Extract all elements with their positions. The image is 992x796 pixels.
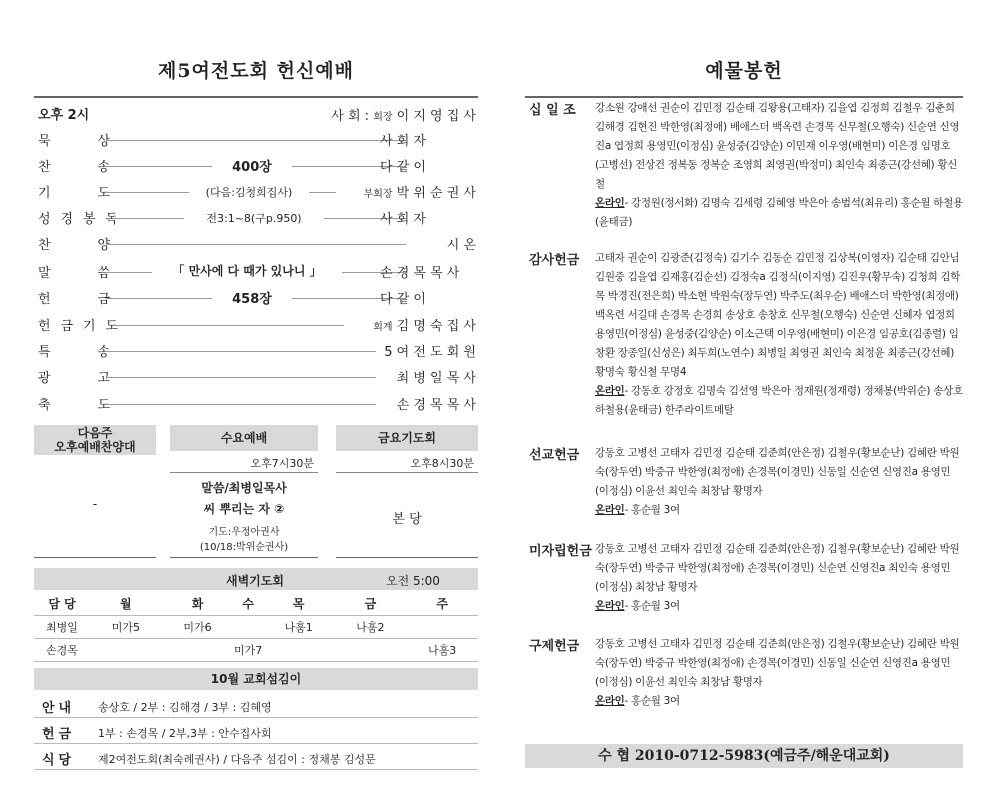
offering-names (595, 99, 963, 232)
presider-role: 회장 (373, 112, 393, 123)
offering-names (595, 249, 963, 420)
dawn-cell (233, 615, 262, 638)
offering-name-list: 강동호 고병선 고태자 김민정 김순태 김준희(안은정) 김철우(황보순난) 김혜란 박원숙(장두연) 박중규 박한영(최정애) 손경목(이경민) 신순연 신영진a 최인숙 용영민(이정심) 최창남 황명자 (595, 543, 960, 593)
dawn-leader: 손경목 (34, 638, 90, 661)
servers-row-kitchen (34, 744, 478, 770)
offering-name-list: 강소원 강애선 권순이 김민정 김순태 김왕용(고태자) 김을엽 김정희 김철우 김춘희 김해경 김현진 박한영(최정애) 배애스더 백옥련 손경목 신무철(오행숙) 신순연 신영진a 엽정희 용영민(이정심) 윤성중(김양순) 이민재 이우영(배현미) 이은경 임명호(고병선) 전상건 정복동 정복순 조영희 최영권(박정미) 최인숙 최종근(강선혜) 황신철 (595, 102, 960, 190)
bank-account-bar: 수 협 2010-0712-5983(예금주/해운대교회) (525, 744, 963, 768)
wednesday-time: 오후7시30분 (170, 455, 318, 473)
offering-name-list: 고태자 권순이 김광준(김정숙) 김기수 김동순 김민정 김상복(이영자) 김순태 김안님 김원중 김을엽 김재홍(김순선) 김정숙a 김정식(이지영) 김진우(황무숙) 김청희 김학목 박경진(전은희) 박소현 박원숙(장두연) 박주도(최우순) 배애스더 박한영(최정애) 백옥련 서길대 손경목 손경희 송상호 송창호 신무철(오행숙) 신순연 신혜자 엽정희 용영민(이정심) 윤성중(김양순) 이소근택 이우영(배현미) 이은경 임공호(김종렬) 임창환 장종일(신성은) 최두희(노연수) 최병일 최영권 최인숙 최정윤 최종근(강선혜) 황명숙 황신철 무명4 (595, 252, 961, 378)
order-row-offering (34, 286, 478, 308)
choir-title-line1: 다음주 (77, 426, 113, 440)
servers-row-usher (34, 692, 478, 718)
dawn-prayer-title: 새벽기도회 (226, 574, 284, 588)
dawn-header-leader: 담 당 (34, 592, 90, 615)
order-row-scripture (34, 206, 478, 228)
dawn-cell: 미가5 (90, 615, 162, 638)
dotted-line (106, 351, 376, 352)
dawn-header-thu: 목 (263, 592, 335, 615)
servers-row-offering (34, 718, 478, 744)
order-person: 다 같 이 (380, 292, 426, 307)
servers-value: 1부 : 손경목 / 2부,3부 : 안수집사회 (98, 727, 272, 740)
choir-box-title (34, 425, 156, 455)
presider (331, 105, 476, 124)
order-row-special-song (34, 339, 478, 361)
offering-names (595, 444, 963, 520)
order-row-prayer (34, 180, 478, 202)
heading-divider (34, 96, 478, 98)
online-label: 온라인 (595, 504, 625, 516)
wednesday-box-bottom (170, 557, 318, 558)
servers-key: 헌금 (42, 727, 76, 742)
order-person-role: 회계 (373, 322, 393, 333)
dawn-header-fri: 금 (335, 592, 407, 615)
presider-label: 사 회 : (331, 109, 370, 124)
wednesday-topic: 씨 뿌리는 자 ② (203, 502, 285, 516)
online-name-list: - 홍순월 3여 (624, 600, 680, 612)
order-person (373, 315, 476, 334)
order-row-sermon (34, 260, 478, 282)
dawn-cell: 나훔1 (263, 615, 335, 638)
offering-name-list: 강동호 고병선 고태자 김민정 김순태 김준희(안은정) 김철우(황보순난) 김혜란 박원숙(장두연) 박중규 박한영(최정애) 손경목(이경민) 신동일 신순연 신영진a 용영민(이정심) 이윤선 최인숙 최창남 황명자 (595, 638, 960, 688)
order-person: 사 회 자 (380, 134, 426, 149)
dotted-line (106, 244, 406, 245)
order-person: 최 병 일 목 사 (396, 371, 476, 386)
order-person (364, 182, 476, 201)
online-label: 온라인 (595, 197, 625, 209)
choir-box-bottom (34, 557, 156, 558)
dawn-cell: 나훔3 (406, 638, 478, 661)
offering-column (525, 0, 963, 796)
choir-value: - (92, 497, 98, 511)
dawn-prayer-table (34, 592, 478, 662)
dawn-header-tue: 화 (162, 592, 234, 615)
order-detail: 458장 (212, 288, 292, 307)
servers-key: 식당 (42, 753, 76, 768)
offering-heading: 예물봉헌 (705, 60, 783, 82)
friday-box-bottom (336, 557, 478, 558)
service-heading: 제5여전도회 헌신예배 (157, 60, 355, 82)
order-row-praise (34, 232, 478, 254)
order-person-name: 김 명 숙 집 사 (396, 319, 476, 334)
order-detail: 400장 (212, 156, 292, 175)
church-servers-bar: 10월 교회섬김이 (34, 668, 478, 690)
offering-names (595, 540, 963, 616)
online-label: 온라인 (595, 695, 625, 707)
dotted-line (106, 404, 376, 405)
dawn-header-wed: 수 (233, 592, 262, 615)
wednesday-box-title: 수요예배 (170, 425, 318, 451)
order-label: 헌 금 기 도 (38, 319, 118, 334)
offering-names (595, 635, 963, 711)
friday-box-title: 금요기도회 (336, 425, 478, 451)
offering-name-list: 강동호 고병선 고태자 김민정 김순태 김준희(안은정) 김철우(황보순난) 김혜란 박원숙(장두연) 박중규 박한영(최정애) 손경목(이경민) 신동일 신순연 신영진a 용영민(이정심) 이윤선 최인숙 최창남 황명자 (595, 447, 960, 497)
dawn-prayer-time: 오전 5:00 (386, 574, 440, 588)
offering-category: 감사헌금 (529, 253, 580, 268)
sermon-title: 「 만사에 다 때가 있나니 」 (152, 262, 342, 279)
order-label: 축 도 (38, 398, 110, 413)
dawn-cell (406, 615, 478, 638)
presider-name: 이 지 영 집 사 (396, 109, 476, 124)
dawn-header-mon: 월 (90, 592, 162, 615)
offering-category: 십 일 조 (529, 103, 576, 118)
service-time: 오후 2시 (38, 108, 90, 123)
order-row-announcement (34, 365, 478, 387)
order-person: 5 여 전 도 회 원 (384, 345, 476, 360)
order-detail: 전3:1~8(구p.950) (184, 210, 324, 226)
online-name-list: - 홍순월 3여 (624, 695, 680, 707)
dawn-prayer-bar (34, 568, 478, 590)
order-label: 기 도 (38, 186, 110, 201)
order-label: 성 경 봉 독 (38, 212, 118, 227)
dotted-line (106, 140, 406, 141)
order-label: 말 씀 (38, 266, 110, 281)
online-label: 온라인 (595, 385, 625, 397)
choir-title-line2: 오후예배찬양대 (54, 440, 136, 454)
order-detail: (다음:김청희집사) (189, 184, 309, 200)
order-person: 손 경 목 목 사 (396, 398, 476, 413)
wednesday-prayer-next: (10/18:박위순권사) (199, 542, 289, 553)
order-label: 광 고 (38, 371, 110, 386)
dawn-row (34, 615, 478, 638)
servers-value: 제2여전도회(최숙례권사) / 다음주 섬김이 : 정채봉 김성문 (98, 753, 376, 766)
heading-divider (525, 96, 963, 98)
worship-order-column (34, 0, 478, 796)
dawn-row (34, 638, 478, 661)
order-row-offering-prayer (34, 313, 478, 335)
order-row-meditation (34, 128, 478, 150)
dotted-line (114, 325, 344, 326)
dawn-cell: 나훔2 (335, 615, 407, 638)
order-person-role: 부회장 (363, 189, 393, 200)
online-name-list: - 강정원(정서화) 김명숙 김세령 김혜영 박은아 송범석(최유리) 홍순월 하철용(윤태금) (595, 197, 963, 228)
servers-key: 안내 (42, 701, 76, 716)
dawn-cell: 미가6 (162, 615, 234, 638)
wednesday-prayer: 기도:우정아권사 (208, 527, 280, 538)
dawn-cell: 미가7 (90, 638, 406, 661)
order-row-benediction (34, 392, 478, 414)
dawn-header-row (34, 592, 478, 615)
online-name-list: - 강동호 강정호 김명숙 김선영 박은아 정재원(정재령) 정채봉(박위순) 송상호 하철용(윤태금) 한주라이트메탈 (595, 385, 963, 416)
online-name-list: - 홍순월 3여 (624, 504, 680, 516)
order-label: 찬 양 (38, 238, 110, 253)
order-row-hymn (34, 154, 478, 176)
service-time-row (34, 103, 478, 125)
order-label: 특 송 (38, 345, 110, 360)
order-person: 손 경 목 목 사 (380, 266, 460, 281)
friday-place: 본 당 (392, 512, 422, 527)
order-label: 찬 송 (38, 160, 110, 175)
dawn-leader: 최병일 (34, 615, 90, 638)
wednesday-sermon: 말씀/최병일목사 (201, 481, 287, 495)
order-label: 헌 금 (38, 292, 110, 307)
online-label: 온라인 (595, 600, 625, 612)
order-person: 사 회 자 (380, 212, 426, 227)
offering-category: 구제헌금 (529, 639, 580, 654)
dawn-header-sun: 주 (406, 592, 478, 615)
order-person: 시 온 (446, 238, 476, 253)
dotted-line (106, 377, 376, 378)
friday-time: 오후8시30분 (336, 455, 478, 473)
offering-category: 미자립헌금 (529, 544, 592, 559)
offering-category: 선교헌금 (529, 448, 580, 463)
order-person: 다 같 이 (380, 160, 426, 175)
servers-value: 송상호 / 2부 : 김해경 / 3부 : 김혜영 (98, 701, 272, 714)
order-person-name: 박 위 순 권 사 (396, 186, 476, 201)
order-label: 묵 상 (38, 134, 110, 149)
